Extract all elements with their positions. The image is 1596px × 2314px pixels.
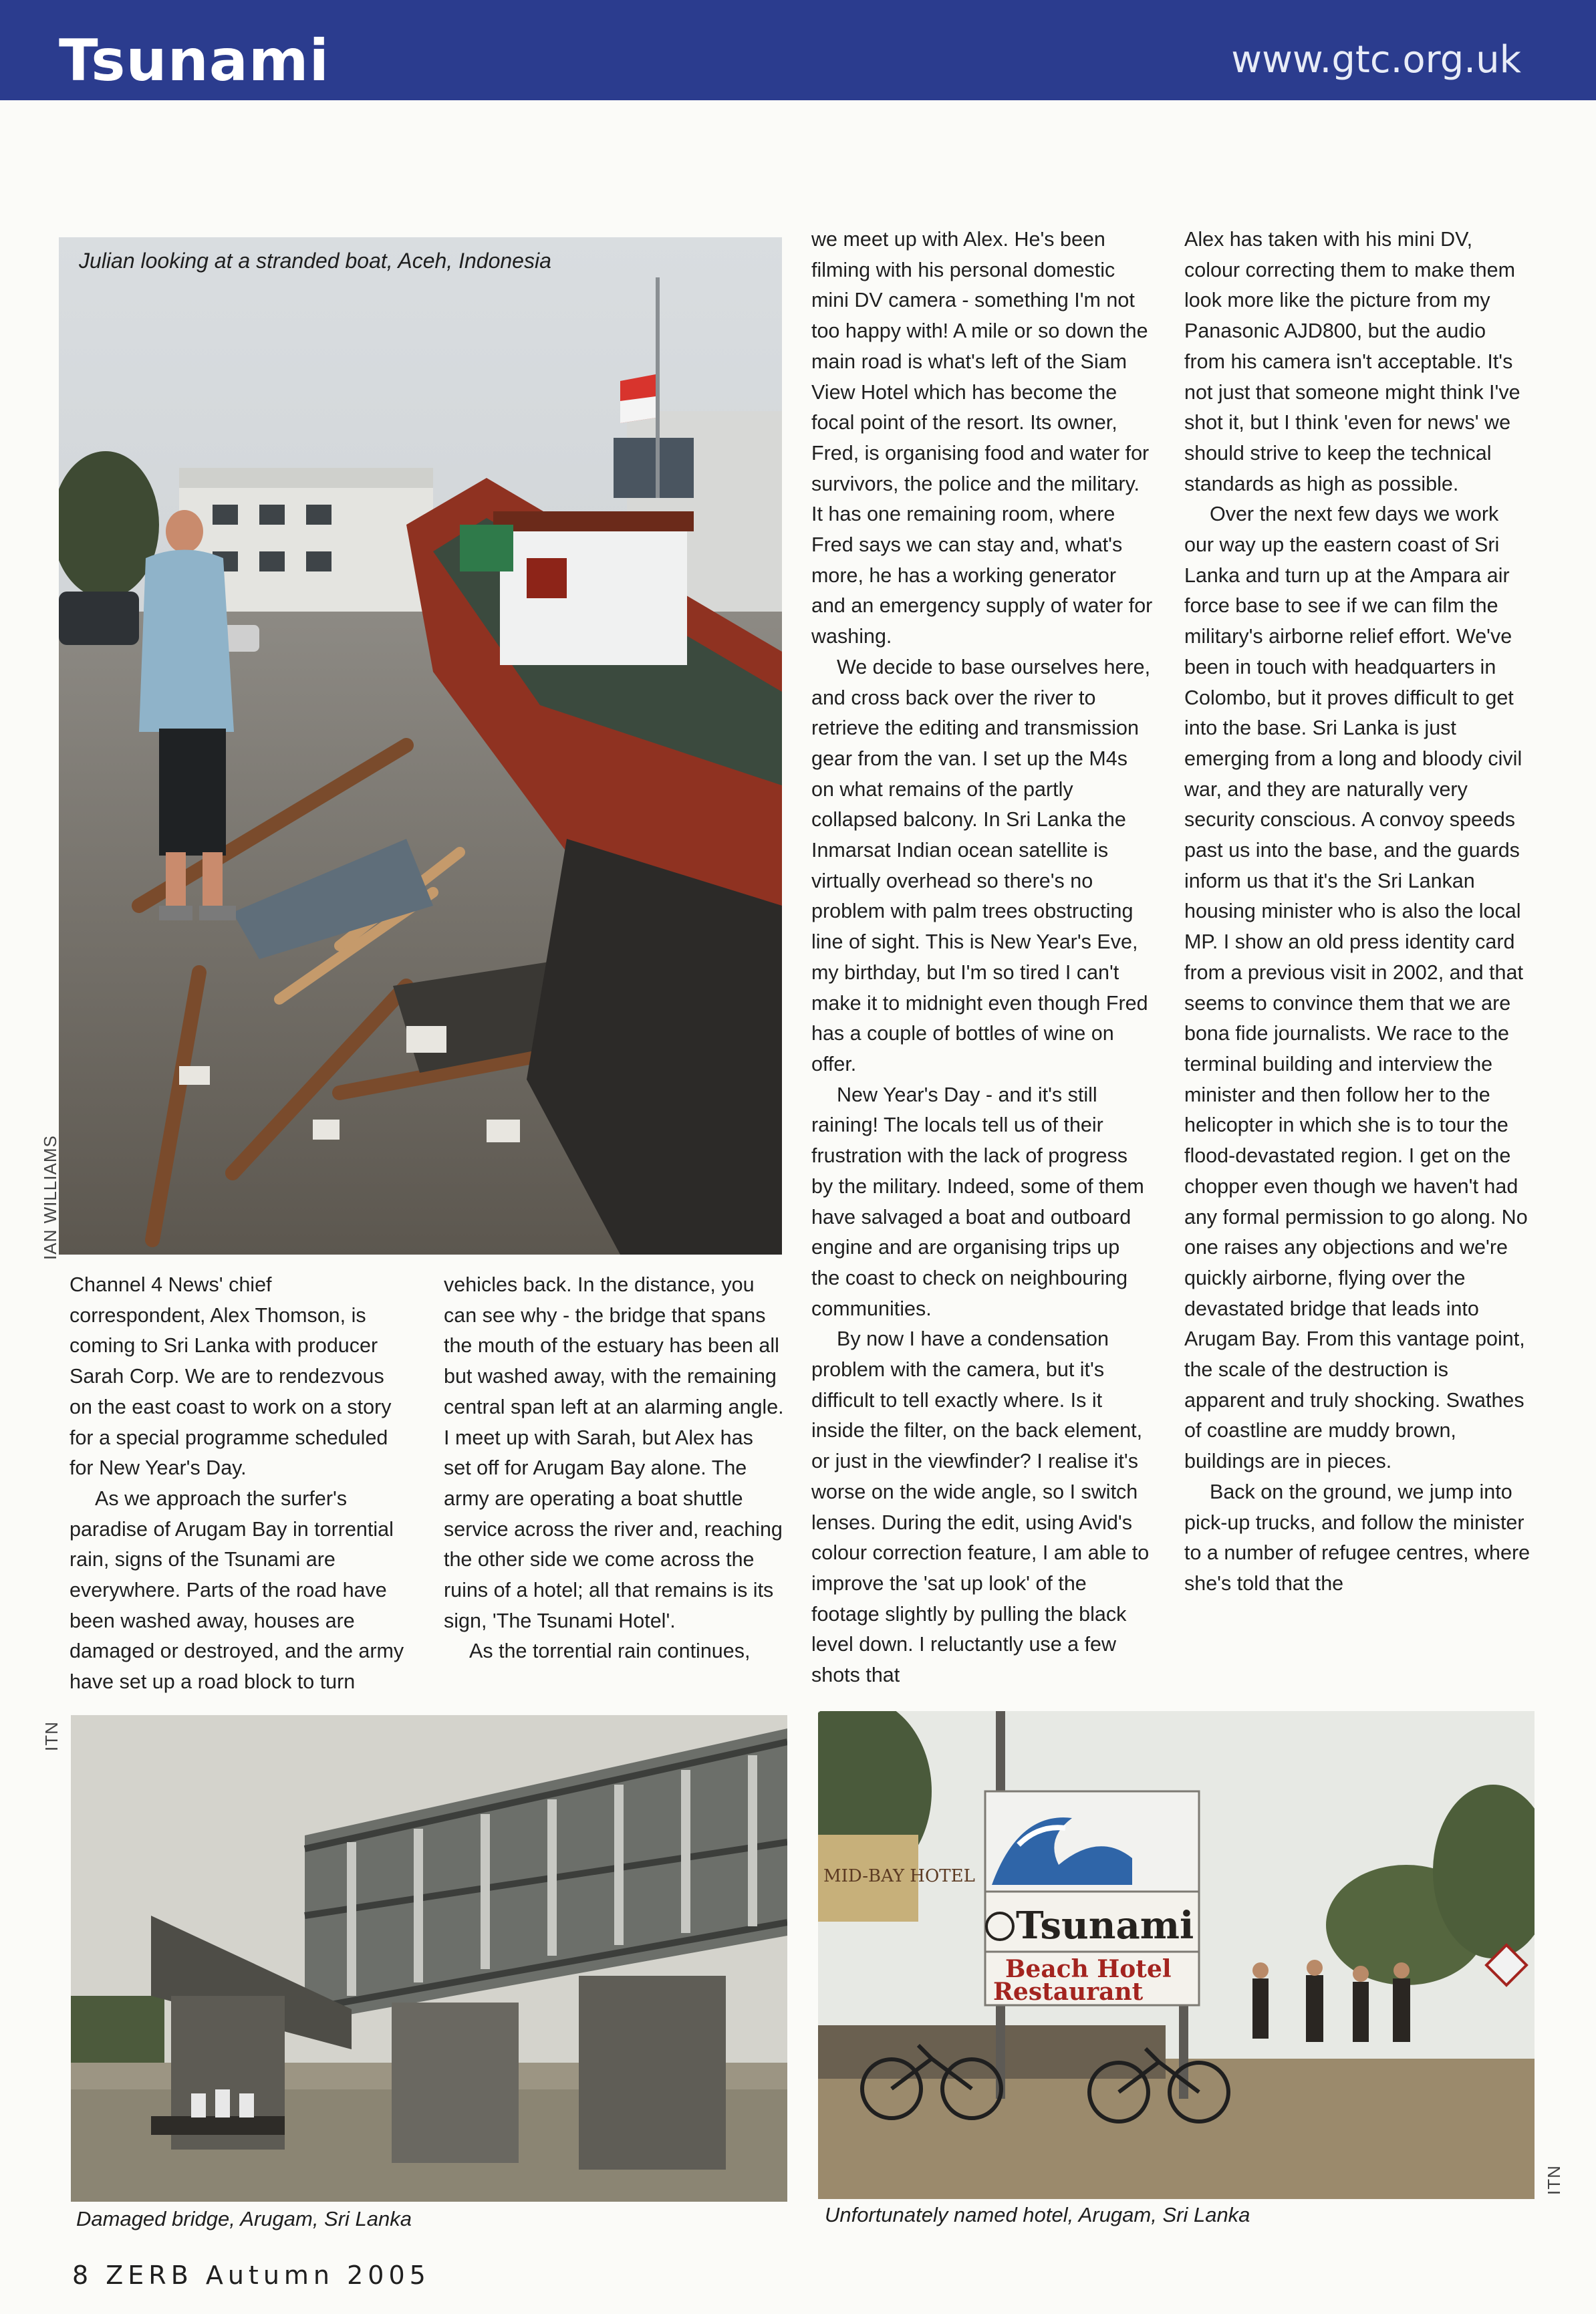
tsunami-hotel-photo xyxy=(818,1711,1535,2199)
bottom-right-photo-credit: ITN xyxy=(1544,2165,1564,2195)
website-url: www.gtc.org.uk xyxy=(1231,38,1521,82)
sign-main-text: Tsunami xyxy=(1016,1904,1194,1948)
col2-paragraph: vehicles back. In the distance, you can see why - the bridge that spans the mouth of the estuary has been all but washed away, with the remaining central span left at an alarming angle. I meet up with Sarah, but Alex has set off for Arugam Bay alone. The army are operating a boat shuttle service across the river and, reaching the other side we come across the ruins of a hotel; all that remains is its sign, 'The Tsunami Hotel'. xyxy=(444,1273,784,1632)
article-column-1 xyxy=(70,1270,412,1698)
article-column-3 xyxy=(811,225,1154,1691)
col1-paragraph: As we approach the surfer's paradise of Arugam Bay in torrential rain, signs of the Tsunami are everywhere. Parts of the road have been washed away, houses are damaged or destroyed, and the army have set up a road block to turn xyxy=(70,1487,404,1694)
page-footer: 8 ZERB Autumn 2005 xyxy=(72,2261,430,2290)
col4-paragraph: Back on the ground, we jump into pick-up trucks, and follow the minister to a number of refugee centres, where she's told that the xyxy=(1184,1480,1531,1595)
col2-paragraph: As the torrential rain continues, xyxy=(469,1640,751,1663)
sign-line3-text: Restaurant xyxy=(993,1978,1144,2006)
col3-paragraph: We decide to base ourselves here, and cross back over the river to retrieve the editing and transmission gear from the van. I set up the M4s on what remains of the partly collapsed balcony. In Sri Lanka the Inmarsat Indian ocean satellite is virtually overhead so there's no problem with palm trees obstructing line of sight. This is New Year's Eve, my birthday, but I'm so tired I can't make it to midnight even though Fred has a couple of bottles of wine on offer. xyxy=(811,655,1151,1075)
top-photo-caption: Julian looking at a stranded boat, Aceh, Indonesia xyxy=(79,249,551,273)
article-column-4 xyxy=(1184,225,1532,1599)
damaged-bridge-image xyxy=(71,1715,787,2202)
damaged-bridge-photo xyxy=(71,1715,787,2202)
col1-paragraph: Channel 4 News' chief correspondent, Alex Thomson, is coming to Sri Lanka with producer Sarah Corp. We are to rendezvous on the east coast to work on a story for a special programme scheduled for New Year's Day. xyxy=(70,1273,392,1480)
side-sign-text: MID-BAY HOTEL xyxy=(823,1866,975,1886)
bottom-right-caption: Unfortunately named hotel, Arugam, Sri Lanka xyxy=(825,2203,1250,2226)
page-header xyxy=(0,0,1596,100)
col3-paragraph: New Year's Day - and it's still raining! The locals tell us of their frustration with the lack of progress by the military. Indeed, some of them have salvaged a boat and outboard engine and are organising trips up the coast to check on neighbouring communities. xyxy=(811,1083,1144,1320)
col3-paragraph: By now I have a condensation problem with the camera, but it's difficult to tell exactly where. Is it inside the filter, on the back element, or just in the viewfinder? I realise it's worse on the wide angle, so I switch lenses. During the edit, using Avid's colour correction feature, I am able to improve the 'sat up look' of the footage slightly by pulling the black level down. I reluctantly use a few shots that xyxy=(811,1327,1150,1687)
stranded-boat-image xyxy=(59,237,782,1255)
bottom-left-caption: Damaged bridge, Arugam, Sri Lanka xyxy=(76,2207,412,2230)
col4-paragraph: Over the next few days we work our way up the eastern coast of Sri Lanka and turn up at the Ampara air force base to see if we can film the military's airborne relief effort. We've been in touch with headquarters in Colombo, but it proves difficult to get into the base. Sri Lanka is just emerging from a long and bloody civil war, and they are naturally very security conscious. A convoy speeds past us into the base, and the guards inform us that it's the Sri Lankan housing minister who is also the local MP. I show an old press identity card from a previous visit in 2002, and that seems to convince them that we are bona fide journalists. We race to the terminal building and interview the minister and then follow her to the helicopter in which she is to tour the flood-devastated region. I get on the chopper even though we haven't had any formal permission to go along. No one raises any objections and we're quickly airborne, flying over the devastated bridge that leads into Arugam Bay. From this vantage point, the scale of the destruction is apparent and truly shocking. Swathes of coastline are muddy brown, buildings are in pieces. xyxy=(1184,503,1528,1473)
tsunami-hotel-image xyxy=(818,1711,1535,2199)
stranded-boat-photo xyxy=(59,237,782,1255)
article-column-2 xyxy=(444,1270,785,1667)
col3-paragraph: we meet up with Alex. He's been filming with his personal domestic mini DV camera - something I'm not too happy with! A mile or so down the main road is what's left of the Siam View Hotel which has become the focal point of the resort. Its owner, Fred, is organising food and water for survivors, the police and the military. It has one remaining room, where Fred says we can stay and, what's more, he has a working generator and an emergency supply of water for washing. xyxy=(811,228,1153,648)
bottom-left-photo-credit: ITN xyxy=(41,1721,61,1751)
top-photo-credit: IAN WILLIAMS xyxy=(40,1135,60,1260)
col4-paragraph: Alex has taken with his mini DV, colour correcting them to make them look more like the picture from my Panasonic AJD800, but the audio from his camera isn't acceptable. It's not just that someone might think I've shot it, but I think 'even for news' we should strive to keep the technical standards as high as possible. xyxy=(1184,228,1520,495)
section-title: Tsunami xyxy=(59,27,330,94)
sign-line2-text: Beach Hotel xyxy=(1005,1955,1172,1983)
